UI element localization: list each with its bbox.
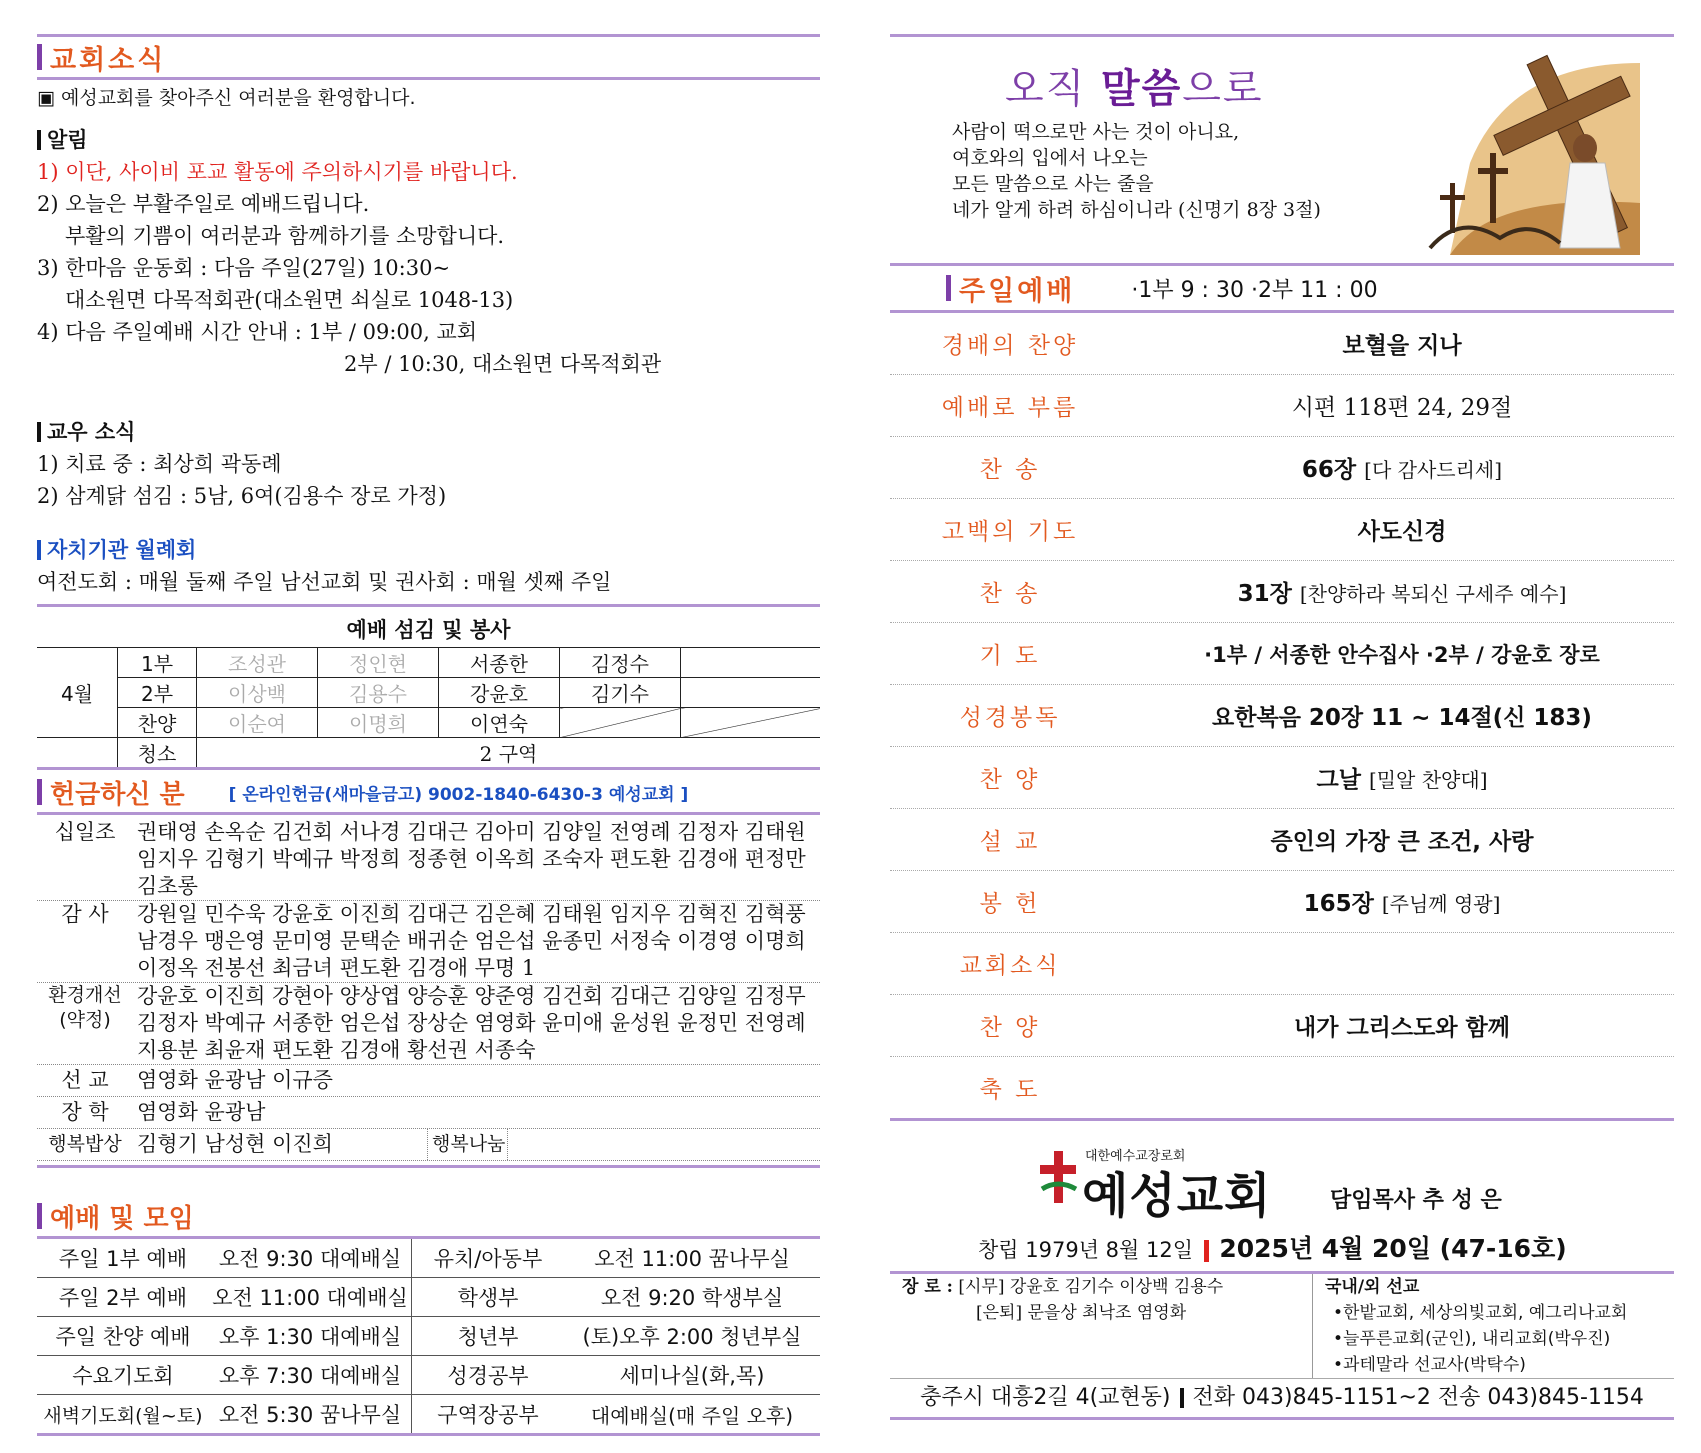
church-logo-icon [1038, 1149, 1078, 1205]
notice-3b: 대소원면 다목적회관(대소원면 쇠실로 1048-13) [65, 288, 514, 312]
notice-1: 1) 이단, 사이비 포교 활동에 주의하시기를 바랍니다. [37, 160, 518, 184]
pastor: 담임목사 추 성 은 [1330, 1188, 1502, 1213]
offering-list: 십일조 권태영 손옥순 김건회 서나경 김대근 김아미 김양일 전영례 김정자 김태원 임지우 김형기 박예규 박정희 정종현 이옥희 조숙자 편도환 김경애 편정만 김초롱 감 사 강원일 민수욱 강윤호 이진희 김대근 김은혜 김태원 임지우 김혁진 김혁풍 남경우 맹은영 문미영 문택순 배귀순 엄은섭 윤종민 서정숙 이경영 이명희 이정옥 전봉선 최금녀 편도환 김경애 무명 1 환경개선 (약정) 강윤호 이진희 강현아 양상엽 양승훈 양준영 김건회 김대근 김양일 김정무 김정자 박예규 서종한 엄은섭 장상순 염영화 윤미애 윤성원 윤정민 전영례 지용분 최윤재 편도환 김경애 황선권 서종숙 선 교 염영화 윤광남 이규증 장 학 염영화 윤광남 행복밥상 김형기 남성현 이진희 행복나눔 [37, 819, 820, 1161]
word-title: 오직 말씀으로 [1005, 66, 1264, 112]
member-2: 2) 삼계닭 섬김 : 5남, 6여(김용수 장로 가정) [37, 484, 447, 508]
meeting-title: 예배 및 모임 [37, 1196, 820, 1236]
member-1: 1) 치료 중 : 최상희 곽동례 [37, 452, 282, 476]
worship-header [890, 266, 1674, 310]
notice-heading: 알림 [37, 124, 820, 156]
member-heading: 교우 소식 [37, 416, 820, 448]
denomination: 대한예수교장로회 [1085, 1149, 1186, 1164]
offering-title: 헌금하신 분 [50, 779, 185, 810]
empty-cell [681, 708, 821, 738]
welcome-text: ▣ 예성교회를 찾아주신 여러분을 환영합니다. [37, 87, 416, 109]
church-footer [890, 1121, 1674, 1271]
org-line: 여전도회 : 매월 둘째 주일 남선교회 및 권사회 : 매월 셋째 주일 [37, 570, 612, 594]
news-title: 교회소식 [37, 37, 820, 77]
verse: 사람이 떡으로만 사는 것이 아니요, 여호와의 입에서 나오는 모든 말씀으로 사는 줄을 네가 알게 하려 하심이니라 (신명기 8장 3절) [952, 121, 1321, 221]
offering-header [37, 772, 820, 812]
jesus-carrying-cross-illustration [1390, 43, 1650, 255]
service-month: 4월 [37, 648, 118, 738]
worship-order: 경배의 찬양 보혈을 지나 예배로 부름 시편 118편 24, 29절 찬 송 66장 [다 감사드리세] 고백의 기도 사도신경 찬 송 31장 [찬양하라 복되신 구세주 예수] 기 도 ·1부 / 서종한 안수집사 ·2부 / 강윤호 장로 성경봉독 요한복음 20장 11 ~ 14절(신 183) 찬 양 그날 [밀알 찬양대] 설 교 증인의 가장 큰 조건, 사랑 봉 헌 165장 [주님께 영광] 교회소식 찬 양 내가 그리스도와 함께 축 도 [890, 313, 1674, 1118]
worship-title: 주일예배 [959, 275, 1076, 307]
address-line: 충주시 대흥2길 4(교현동) 전화 043)845-1151~2 전송 043)845-1154 [890, 1378, 1674, 1417]
service-table: 4월 1부 조성관 정인현 서종한 김정수 2부 이상백 김용수 강윤호 김기수 찬양 이순여 이명희 이연숙 청소 2 구역 [37, 647, 820, 770]
org-heading: 자치기관 월례회 [37, 534, 820, 566]
staff-info: 장 로 : [시무] 강윤호 김기수 이상백 김용수 [은퇴] 문을상 최낙조 염영화 국내/외 선교 •한밭교회, 세상의빛교회, 예그리나교회 •늘푸른교회(군인), 내리교회(박우진) •과테말라 선교사(박탁수) [890, 1274, 1674, 1378]
notice-3: 3) 한마음 운동회 : 다음 주일(27일) 10:30~ [37, 256, 451, 280]
date-line: 창립 1979년 8월 12일 2025년 4월 20일 (47-16호) [978, 1234, 1567, 1263]
happy-share: 행복나눔 [428, 1129, 508, 1160]
church-name: 예성교회 [1082, 1168, 1272, 1224]
empty-cell [560, 708, 681, 738]
notice-4b: 2부 / 10:30, 대소원면 다목적회관 [344, 352, 662, 376]
notice-list [37, 156, 820, 380]
notice-2: 2) 오늘은 부활주일로 예배드립니다. [37, 192, 370, 216]
meeting-table: 주일 1부 예배 오전 9:30 대예배실 유치/아동부 오전 11:00 꿈나무실 주일 2부 예배 오전 11:00 대예배실 학생부 오전 9:20 학생부실 주일 찬양 예배 오후 1:30 대예배실 청년부 (토)오후 2:00 청년부실 수요기도회 오후 7:30 대예배실 성경공부 세미나실(화,목) 새벽기도회(월~토) 오전 5:30 꿈나무실 구역장공부 대예배실(매 주일 오후) [37, 1239, 820, 1436]
service-title: 예배 섬김 및 봉사 [346, 618, 511, 642]
notice-2b: 부활의 기쁨이 여러분과 함께하기를 소망합니다. [65, 224, 505, 248]
scripture-box [890, 37, 1674, 263]
worship-times: ·1부 9 : 30 ·2부 11 : 00 [1131, 277, 1378, 303]
left-column [37, 34, 820, 1436]
right-column [890, 34, 1674, 1420]
notice-4: 4) 다음 주일예배 시간 안내 : 1부 / 09:00, 교회 [37, 320, 478, 344]
online-account: [ 온라인헌금(새마을금고) 9002-1840-6430-3 예성교회 ] [228, 784, 689, 805]
